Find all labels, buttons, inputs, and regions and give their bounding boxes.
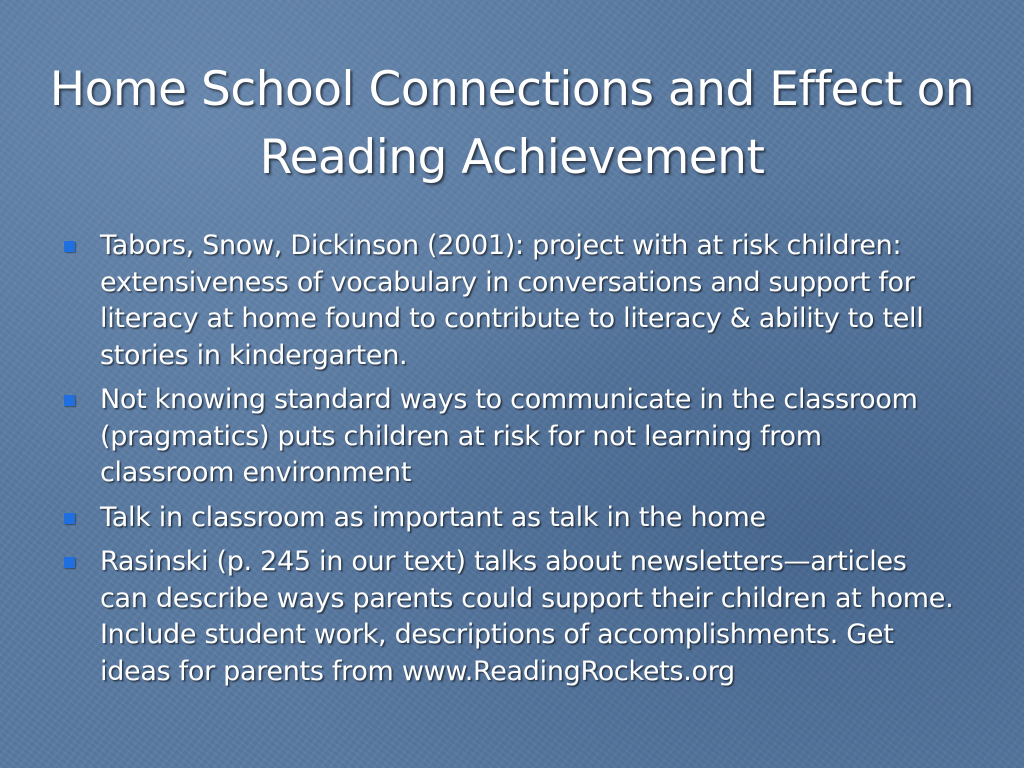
bullet-text: Tabors, Snow, Dickinson (2001): project with at risk children: extensiveness of vocabulary in conversations and support for literacy at home found to contribute to literacy & ability to tell stories in kindergarten.: [100, 230, 924, 371]
bullet-item: [62, 382, 962, 492]
square-bullet-icon: [64, 513, 75, 524]
bullet-item: [62, 500, 962, 537]
bullet-text: Not knowing standard ways to communicate in the classroom (pragmatics) puts children at risk for not learning from classroom environment: [100, 384, 918, 488]
bullet-item: [62, 544, 962, 690]
square-bullet-icon: [64, 241, 75, 252]
slide-title: Home School Connections and Effect on Reading Achievement: [49, 62, 975, 185]
bullet-text: Rasinski (p. 245 in our text) talks about newsletters—articles can describe ways parents could support their children at home. Include student work, descriptions of accomplishments. Get ideas for parents from www.ReadingRockets.org: [100, 546, 954, 687]
square-bullet-icon: [64, 395, 75, 406]
bullet-item: [62, 228, 962, 374]
bullet-list: [62, 228, 962, 698]
square-bullet-icon: [64, 557, 75, 568]
bullet-text: Talk in classroom as important as talk in the home: [100, 501, 766, 533]
